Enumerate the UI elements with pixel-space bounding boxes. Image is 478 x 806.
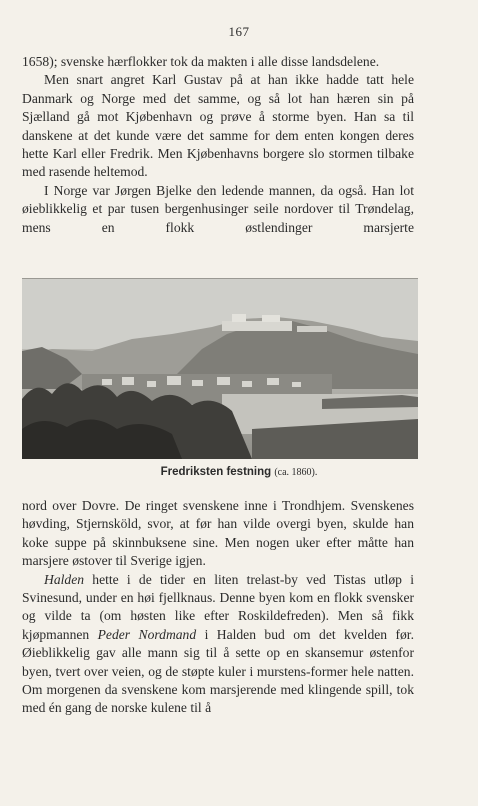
- caption-note: (ca. 1860).: [274, 467, 318, 478]
- bottom-text-block: [22, 497, 414, 718]
- paragraph: 1658); svenske hærflokker tok da makten i alle disse landsdelene.: [22, 54, 380, 69]
- text-run: hette i de tider en liten trelast-by ved Tistas utløp i Svinesund, under en høi fjellknaus. Denne byen kom en flokk svensker og vilde ta (om høsten like efter Roskildefreden). Men så fikk kjøpmannen: [22, 571, 414, 642]
- paragraph: nord over Dovre. De ringet svenskene inne i Trondhjem. Svenskenes høvding, Stjernsköld, svor, at før han vilde overgi byen, skulde han koke suppe på skinnbuksene sine. Men nogen uker efter måtte han marsjere østover til Sverige igjen.: [22, 498, 414, 569]
- landscape-engraving: [22, 279, 418, 459]
- page-number: 167: [228, 24, 250, 39]
- caption-title: Fredriksten festning: [160, 466, 272, 478]
- italic-name: Peder Nordmand: [97, 626, 197, 642]
- paragraph-halden: [22, 571, 414, 718]
- top-text-block: [22, 53, 414, 237]
- figure-caption: [0, 464, 478, 479]
- italic-word: Halden: [44, 571, 85, 587]
- text-run: i Halden bud om det kvelden før. Øieblikkelig gav alle mann sig til å sette op en skansemur østenfor byen, tvert over veien, og de støpte kuler i murstens-former hele natten. Om morgenen da svenskene kom marsjerende med klingende spill, tok med én gang de norske kulene til å: [22, 626, 414, 716]
- fortress-illustration: [22, 278, 418, 459]
- paragraph: Men snart angret Karl Gustav på at han ikke hadde tatt hele Danmark og Norge med det samme, og så lot han hæren sin på Sjælland gå mot Kjøbenhavn og prøve å storme byen. Han sa til danskene at det kunde være det samme for dem enten kongen deres hette Karl eller Fredrik. Men Kjøbenhavns borgere slo stormen tilbake med rasende heltemod.: [22, 72, 414, 180]
- paragraph: I Norge var Jørgen Bjelke den ledende mannen, da også. Han lot øieblikkelig et par tusen bergenhusinger seile nordover til Trøndelag, mens en flokk østlendinger marsjerte: [22, 182, 414, 235]
